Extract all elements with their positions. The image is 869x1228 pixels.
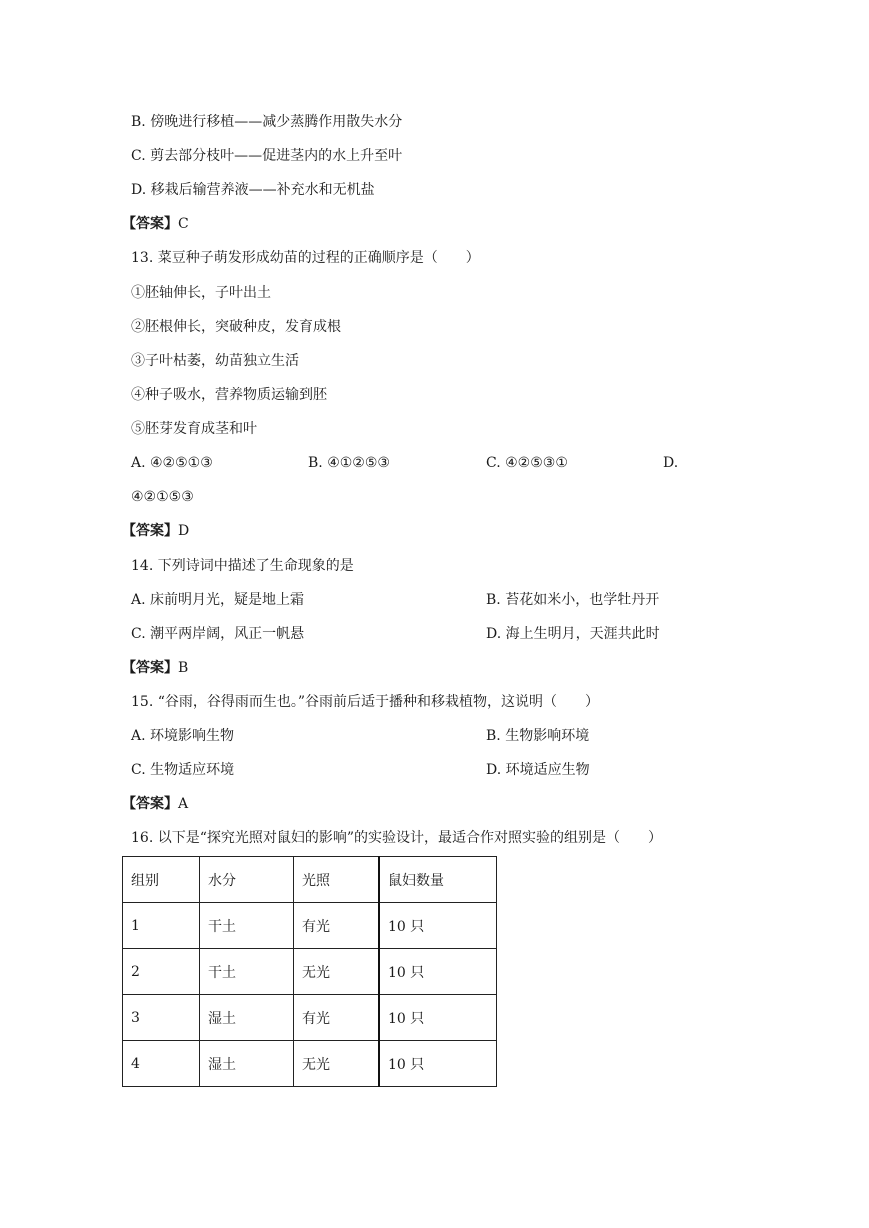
table-cell: 有光 [294,903,380,949]
q15-stem: 15. “谷雨，谷得雨而生也。”谷雨前后适于播种和移栽植物，这说明（ ） [131,694,600,710]
table-cell: 无光 [294,949,380,995]
table-cell: 湿土 [200,1041,294,1087]
table-row [123,949,497,995]
q13-option-c: C. ④②⑤③① [486,455,568,471]
table-cell: 10 只 [379,903,497,949]
q14-option-c: C. 潮平两岸阔，风正一帆悬 [131,626,305,642]
table-header-cell: 光照 [294,857,380,903]
q14-answer [122,658,188,678]
table-header-cell: 组别 [123,857,200,903]
q13-step-4: ④种子吸水，营养物质运输到胚 [131,387,327,403]
table-header-cell: 鼠妇数量 [379,857,497,903]
table-header-cell: 水分 [200,857,294,903]
answer-value: D [178,523,190,539]
answer-value: C [178,216,189,232]
q13-stem: 13. 菜豆种子萌发形成幼苗的过程的正确顺序是（ ） [131,250,480,266]
q12-option-b: B. 傍晚进行移植——减少蒸腾作用散失水分 [131,114,403,130]
q13-step-1: ①胚轴伸长，子叶出土 [131,285,271,301]
table-cell: 干土 [200,949,294,995]
q13-step-2: ②胚根伸长，突破种皮，发育成根 [131,319,341,335]
table-cell: 2 [123,949,200,995]
q14-option-d: D. 海上生明月，天涯共此时 [486,626,660,642]
table-row [123,903,497,949]
q12-option-d: D. 移栽后输营养液——补充水和无机盐 [131,182,375,198]
answer-label: 【答案】 [122,796,178,812]
experiment-table [122,856,497,1087]
q15-option-a: A. 环境影响生物 [131,728,235,744]
table-cell: 10 只 [379,949,497,995]
q14-stem: 14. 下列诗词中描述了生命现象的是 [131,558,354,574]
table-row [123,995,497,1041]
table-cell: 4 [123,1041,200,1087]
q13-option-d-label: D. [663,455,679,471]
table-cell: 10 只 [379,995,497,1041]
table-cell: 1 [123,903,200,949]
table-cell: 3 [123,995,200,1041]
table-header-row [123,857,497,903]
q13-step-5: ⑤胚芽发育成茎和叶 [131,421,257,437]
q13-option-a: A. ④②⑤①③ [131,455,213,471]
answer-label: 【答案】 [122,660,178,676]
q15-option-b: B. 生物影响环境 [486,728,590,744]
q16-stem: 16. 以下是“探究光照对鼠妇的影响”的实验设计，最适合作对照实验的组别是（ ） [131,830,663,846]
table-cell: 有光 [294,995,380,1041]
table-row [123,1041,497,1087]
q14-option-a: A. 床前明月光，疑是地上霜 [131,592,305,608]
q12-option-c: C. 剪去部分枝叶——促进茎内的水上升至叶 [131,148,403,164]
q14-option-b: B. 苔花如米小，也学牡丹开 [486,592,660,608]
table-cell: 干土 [200,903,294,949]
answer-value: A [178,796,189,812]
answer-value: B [178,660,189,676]
answer-label: 【答案】 [122,523,178,539]
q13-option-b: B. ④①②⑤③ [308,455,390,471]
q13-step-3: ③子叶枯萎，幼苗独立生活 [131,353,299,369]
q13-option-d-value: ④②①⑤③ [131,489,194,505]
q15-option-c: C. 生物适应环境 [131,762,235,778]
q12-answer [122,214,189,234]
q15-option-d: D. 环境适应生物 [486,762,590,778]
table-cell: 湿土 [200,995,294,1041]
table-cell: 无光 [294,1041,380,1087]
table-cell: 10 只 [379,1041,497,1087]
q15-answer [122,794,188,814]
q13-answer [122,521,189,541]
answer-label: 【答案】 [122,216,178,232]
